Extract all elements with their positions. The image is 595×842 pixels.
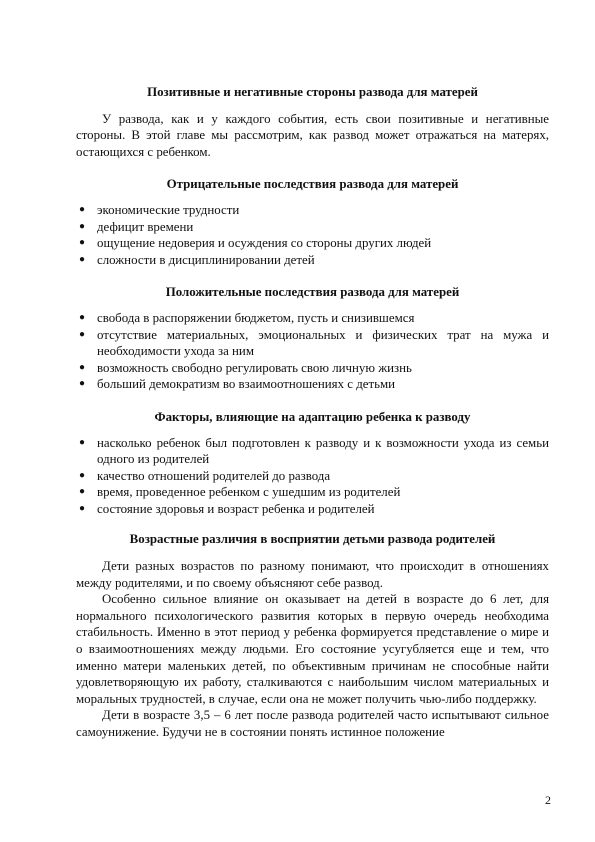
- list-item: ● состояние здоровья и возраст ребенка и родителей: [79, 501, 375, 516]
- page-number: 2: [545, 793, 551, 807]
- bullet-icon: ●: [79, 436, 86, 448]
- factors-list: [76, 435, 549, 518]
- bullet-icon: ●: [79, 378, 86, 390]
- list-item: ● больший демократизм во взаимоотношениях с детьми: [79, 377, 396, 392]
- negative-heading: Отрицательные последствия развода для матерей: [166, 177, 459, 192]
- bullet-icon: ●: [79, 203, 86, 215]
- bullet-icon: ●: [79, 220, 86, 232]
- bullet-icon: ●: [79, 486, 86, 498]
- paragraph: Дети разных возрастов по разному понимают, что происходит в отношениях между родителями, и по своему объясняют себе развод.: [76, 559, 549, 590]
- bullet-icon: ●: [79, 361, 86, 373]
- bullet-icon: ●: [79, 328, 86, 340]
- bullet-icon: ●: [79, 469, 86, 481]
- age-body: [76, 558, 549, 741]
- list-item: ● насколько ребенок был подготовлен к разводу и к возможности ухода из семьи одного из родителей: [79, 435, 549, 467]
- intro-paragraph: У развода, как и у каждого события, есть свои позитивные и негативные стороны. В этой главе мы рассмотрим, как развод может отражаться на матерях, остающихся с ребенком.: [76, 111, 549, 159]
- bullet-icon: ●: [79, 253, 86, 265]
- list-item: ● дефицит времени: [79, 219, 194, 234]
- list-item: ● отсутствие материальных, эмоциональных и физических трат на мужа и необходимости ухода за ним: [79, 327, 549, 359]
- bullet-icon: ●: [79, 502, 86, 514]
- list-item: ● качество отношений родителей до развода: [79, 468, 331, 483]
- bullet-icon: ●: [79, 237, 86, 249]
- positive-heading: Положительные последствия развода для матерей: [165, 285, 460, 300]
- paragraph: Особенно сильное влияние он оказывает на детей в возрасте до 6 лет, для нормального психологического развития которых в первую очередь необходима стабильность. Именно в этот период у ребенка формируется представление о мире и о взаимоотношениях между людьми. Его состояние усугубляется еще и тем, что именно матери маленьких детей, по объективным причинам не способные найти удовлетворяющую их работу, сталкиваются с наибольшим числом материальных и моральных трудностей, в случае, если она не может получить чью-либо поддержку.: [76, 592, 549, 706]
- list-item: ● сложности в дисциплинировании детей: [79, 252, 315, 267]
- paragraph: Дети в возрасте 3,5 – 6 лет после развода родителей часто испытывают сильное самоунижение. Будучи не в состоянии понять истинное положение: [76, 708, 549, 739]
- page-title: Позитивные и негативные стороны развода для матерей: [147, 85, 478, 99]
- list-item: ● время, проведенное ребенком с ушедшим из родителей: [79, 485, 401, 500]
- factors-heading: Факторы, влияющие на адаптацию ребенка к разводу: [154, 409, 471, 424]
- bullet-icon: ●: [79, 311, 86, 323]
- list-item: ● ощущение недоверия и осуждения со стороны других людей: [79, 236, 432, 251]
- negative-list: [76, 202, 549, 268]
- age-heading: Возрастные различия в восприятии детьми развода родителей: [129, 532, 496, 547]
- positive-list: [76, 310, 549, 393]
- list-item: ● свобода в распоряжении бюджетом, пусть и снизившемся: [79, 310, 415, 325]
- list-item: ● экономические трудности: [79, 202, 240, 217]
- list-item: ● возможность свободно регулировать свою личную жизнь: [79, 360, 412, 375]
